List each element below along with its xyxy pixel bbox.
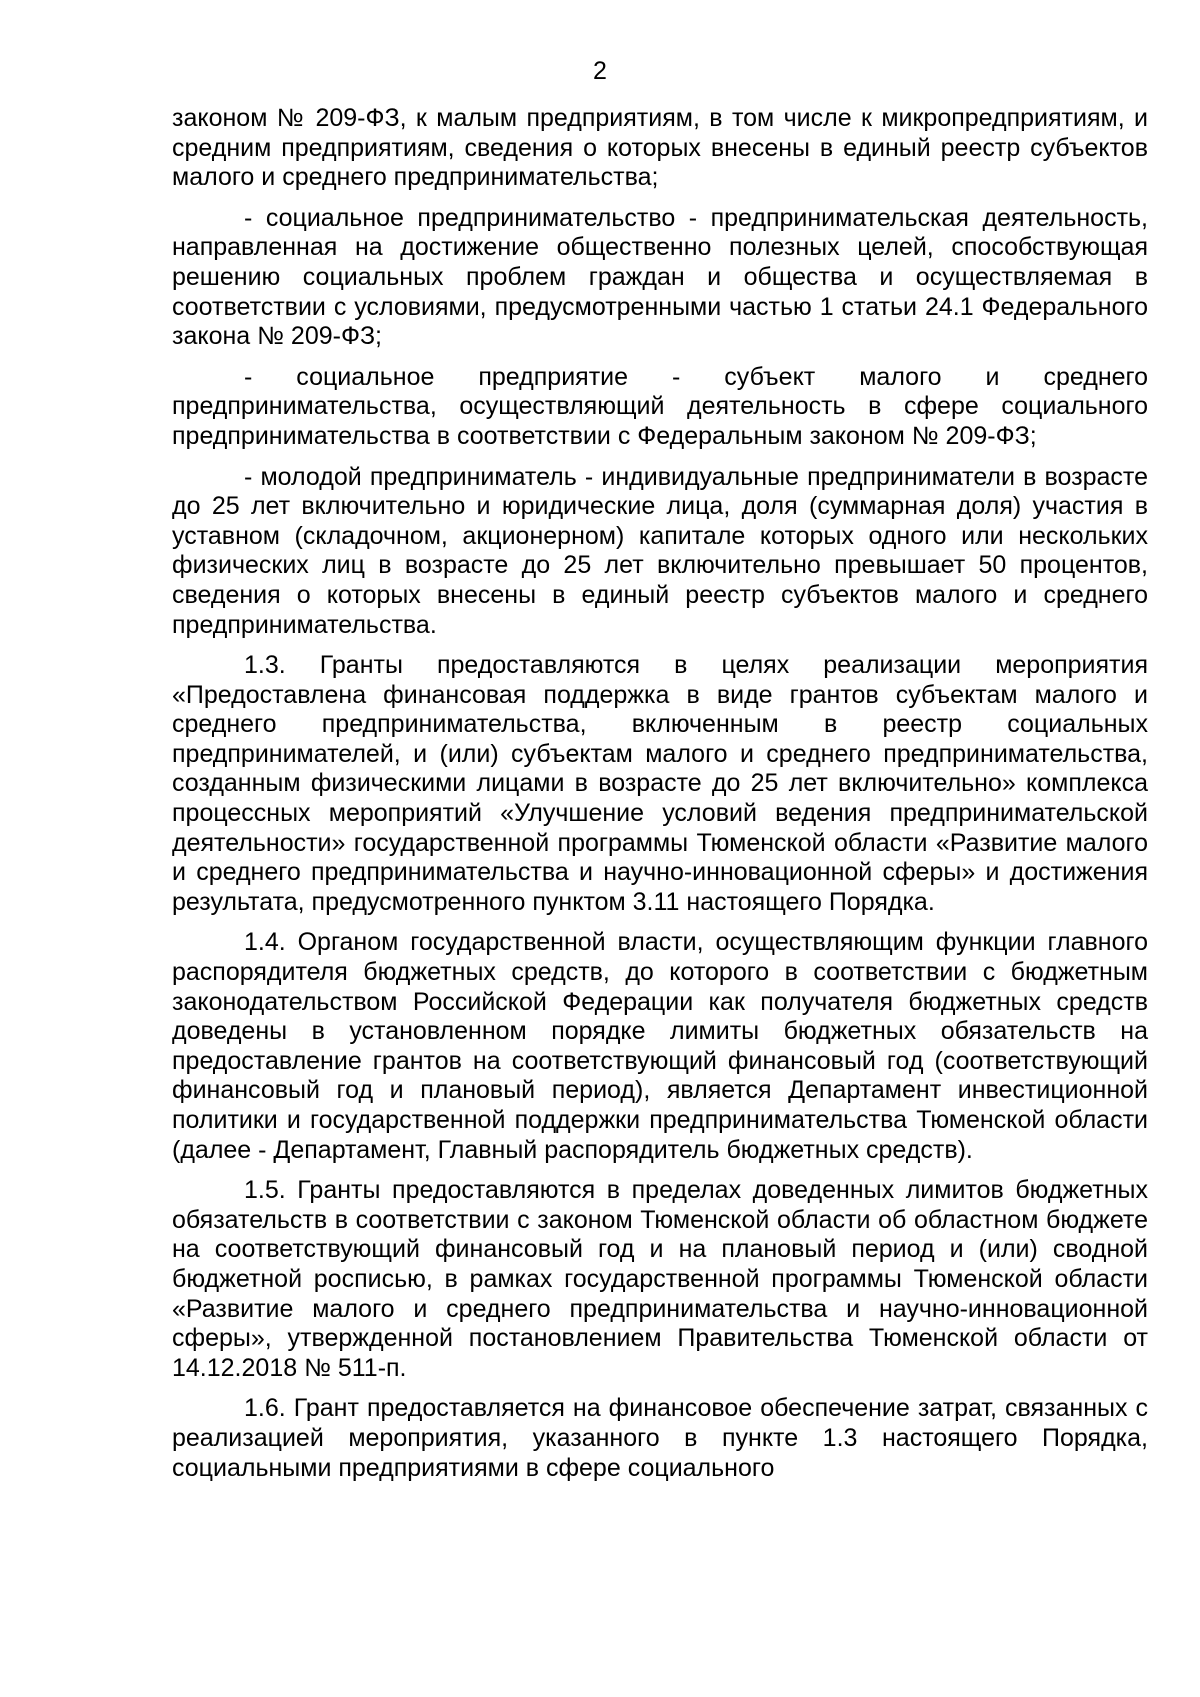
page-number: 2: [593, 57, 607, 85]
paragraph-social-enterprise: - социальное предприятие - субъект малого и среднего предпринимательства, осуществляющий деятельность в сфере социального предпринимательства в соответствии с Федеральным законом № 209-ФЗ;: [172, 362, 1148, 450]
paragraph-young-entrepreneur: - молодой предприниматель - индивидуальные предприниматели в возрасте до 25 лет включительно и юридические лица, доля (суммарная доля) участия в уставном (складочном, акционерном) капитале которых одного или нескольких физических лиц в возрасте до 25 лет включительно превышает 50 процентов, сведения о которых внесены в единый реестр субъектов малого и среднего предпринимательства.: [172, 462, 1148, 639]
paragraph-1-5: 1.5. Гранты предоставляются в пределах доведенных лимитов бюджетных обязательств в соответствии с законом Тюменской области об областном бюджете на соответствующий финансовый год и на плановый период и (или) сводной бюджетной росписью, в рамках государственной программы Тюменской области «Развитие малого и среднего предпринимательства и научно-инновационной сферы», утвержденной постановлением Правительства Тюменской области от 14.12.2018 № 511-п.: [172, 1176, 1148, 1382]
paragraph-1-6: 1.6. Грант предоставляется на финансовое обеспечение затрат, связанных с реализацией мероприятия, указанного в пункте 1.3 настоящего Порядка, социальными предприятиями в сфере социального: [172, 1394, 1148, 1482]
document-body: [172, 104, 1148, 1494]
paragraph-1-4: 1.4. Органом государственной власти, осуществляющим функции главного распорядителя бюджетных средств, до которого в соответствии с бюджетным законодательством Российской Федерации как получателя бюджетных средств доведены в установленном порядке лимиты бюджетных обязательств на предоставление грантов на соответствующий финансовый год (соответствующий финансовый год и плановый период), является Департамент инвестиционной политики и государственной поддержки предпринимательства Тюменской области (далее - Департамент, Главный распорядитель бюджетных средств).: [172, 928, 1148, 1164]
paragraph-definition-continuation: законом № 209-ФЗ, к малым предприятиям, в том числе к микропредприятиям, и средним предприятиям, сведения о которых внесены в единый реестр субъектов малого и среднего предпринимательства;: [172, 104, 1148, 192]
paragraph-social-entrepreneurship: - социальное предпринимательство - предпринимательская деятельность, направленная на достижение общественно полезных целей, способствующая решению социальных проблем граждан и общества и осуществляемая в соответствии с условиями, предусмотренными частью 1 статьи 24.1 Федерального закона № 209-ФЗ;: [172, 203, 1148, 351]
paragraph-1-3: 1.3. Гранты предоставляются в целях реализации мероприятия «Предоставлена финансовая поддержка в виде грантов субъектам малого и среднего предпринимательства, включенным в реестр социальных предпринимателей, и (или) субъектам малого и среднего предпринимательства, созданным физическими лицами в возрасте до 25 лет включительно» комплекса процессных мероприятий «Улучшение условий ведения предпринимательской деятельности» государственной программы Тюменской области «Развитие малого и среднего предпринимательства и научно-инновационной сферы» и достижения результата, предусмотренного пунктом 3.11 настоящего Порядка.: [172, 651, 1148, 916]
